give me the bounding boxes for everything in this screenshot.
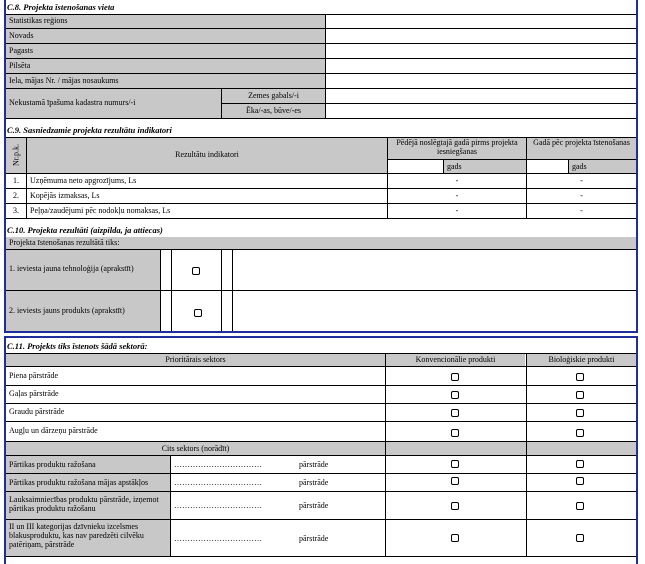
c8-label-parish: Pagasts [9,46,33,55]
c9-title: C.9. Sasniedzamie projekta rezultātu indikatori [7,125,172,135]
c11-other-4-processing: pārstrāde [299,534,329,543]
c11-other-4-conv-checkbox[interactable] [451,534,459,542]
c11-other-2-processing: pārstrāde [299,478,329,487]
c9-row-1-v2[interactable]: - [580,176,583,185]
c11-other-3-processing: pārstrāde [299,501,329,510]
c10-item-2-description[interactable] [233,291,636,331]
right-frame [636,0,638,333]
c9-row-2-v2[interactable]: - [580,191,583,200]
c8-label-county: Novads [9,31,34,40]
c8-label-region: Statistikas reģions [9,16,68,25]
c9-row-1-nr: 1. [13,176,19,185]
c8-input-building[interactable] [326,104,636,118]
c11-title: C.11. Projekts tiks īstenots šādā sektorā: [7,341,148,351]
c11-priority-2-conv-checkbox[interactable] [451,391,459,399]
c11-header-bio: Bioloģiskie produkti [527,353,636,366]
c11-other-3-label: Lauksaimniecības produktu pārstrāde, izņemot pārtikas produktu ražošanu [9,495,159,513]
c11-other-4-label: II un III kategorijas dzīvnieku izcelsmes blakusproduktu, kas nav paredzēti cilvēku patēriņam, pārstrāde [9,522,144,549]
c9-grid [6,137,636,138]
c8-input-region[interactable] [326,14,636,28]
c11-other-2-conv-checkbox[interactable] [451,477,459,485]
c11-other-4-dots[interactable]: …………………………… [174,534,262,543]
c10-item-1-checkbox[interactable] [192,267,200,275]
c11-priority-2: Gaļas pārstrāde [9,389,59,398]
c11-other-3-bio-checkbox[interactable] [576,502,584,510]
c8-input-city[interactable] [326,59,636,73]
c8-input-county[interactable] [326,29,636,43]
c10-item-1-description[interactable] [233,250,636,290]
c11-priority-2-bio-checkbox[interactable] [576,391,584,399]
c11-other-3-conv-checkbox[interactable] [451,502,459,510]
c11-priority-1-conv-checkbox[interactable] [451,373,459,381]
c11-priority-3-conv-checkbox[interactable] [451,409,459,417]
c10-item-2-checkbox[interactable] [194,309,202,317]
c10-title: C.10. Projekta rezultāti (aizpilda, ja attiecas) [7,225,163,235]
c11-other-2-bio-checkbox[interactable] [576,477,584,485]
c9-row-2-v1[interactable]: - [455,191,459,200]
c11-other-4-bio-checkbox[interactable] [576,534,584,542]
c11-priority-1-bio-checkbox[interactable] [576,373,584,381]
c9-row-1-v1[interactable]: - [455,176,459,185]
c8-input-land[interactable] [326,89,636,103]
c9-row-2-label: Kopējās izmaksas, Ls [30,191,100,200]
c10-subtitle: Projekta īstenošanas rezultātā tiks: [6,237,636,249]
c9-header-indicators: Rezultātu indikatori [27,137,387,173]
c11-priority-4-conv-checkbox[interactable] [451,429,459,437]
c9-row-1-label: Uzņēmuma neto apgrozījums, Ls [30,176,137,185]
c8-input-street[interactable] [326,74,636,88]
c8-grid [6,14,636,15]
c9-header-nr-text: Nr.p.k. [11,144,21,166]
c9-row-3-v2[interactable]: - [580,206,583,215]
c11-other-1-conv-checkbox[interactable] [451,460,459,468]
c11-priority-4: Augļu un dārzeņu pārstrāde [9,426,98,435]
c11-other-1-dots[interactable]: …………………………… [174,460,262,469]
c11-header-sector: Prioritārais sektors [6,353,385,366]
c8-label-building: Ēka/-as, būve/-es [245,106,302,115]
c11-other-2-label: Pārtikas produktu ražošana mājas apstākļos [9,478,149,487]
c11-priority-3: Graudu pārstrāde [9,407,65,416]
c9-header-after: Gadā pēc projekta īstenošanas [527,137,636,159]
c8-title: C.8. Projekta īstenošanas vieta [7,2,115,12]
c8-label-cadastre: Nekustamā īpašuma kadastra numurs/-i [9,98,136,107]
c8-input-parish[interactable] [326,44,636,58]
c11-other-header: Cits sektors (norādīt) [6,442,385,455]
c8-label-land: Zemes gabals/-i [248,91,299,100]
c8-label-city: Pilsēta [9,61,31,70]
c9-row-2-nr: 2. [13,191,19,200]
c9-header-last-year: Pēdējā noslēgtajā gadā pirms projekta iesniegšanas [388,137,526,159]
c9-row-3-label: Peļņa/zaudējumi pēc nodokļu nomaksas, Ls [30,206,171,215]
c11-priority-4-bio-checkbox[interactable] [576,429,584,437]
c11-grid [6,353,636,354]
c8-label-street: Iela, mājas Nr. / mājas nosaukums [9,76,119,85]
c9-year-input-1[interactable] [388,160,443,173]
c9-year-input-2[interactable] [527,160,568,173]
c11-other-1-processing: pārstrāde [299,460,329,469]
c9-year-label-1: gads [444,160,526,173]
c11-other-2-dots[interactable]: …………………………… [174,478,262,487]
c9-year-label-2: gads [569,160,636,173]
c11-other-3-dots[interactable]: …………………………… [174,501,262,510]
c11-priority-3-bio-checkbox[interactable] [576,409,584,417]
c11-header-conv: Konvencionālie produkti [386,353,525,366]
c11-priority-1: Piena pārstrāde [9,371,59,380]
c10-item-1-label: 1. ieviesta jauna tehnoloģija (aprakstīt) [9,264,134,273]
c9-row-3-nr: 3. [13,206,19,215]
c11-other-1-label: Pārtikas produktu ražošana [9,460,96,469]
c10-item-2-label: 2. ieviests jauns produkts (aprakstīt) [9,306,125,315]
c11-other-1-bio-checkbox[interactable] [576,460,584,468]
c9-row-3-v1[interactable]: - [455,206,459,215]
c10-bottom-frame [4,331,638,333]
